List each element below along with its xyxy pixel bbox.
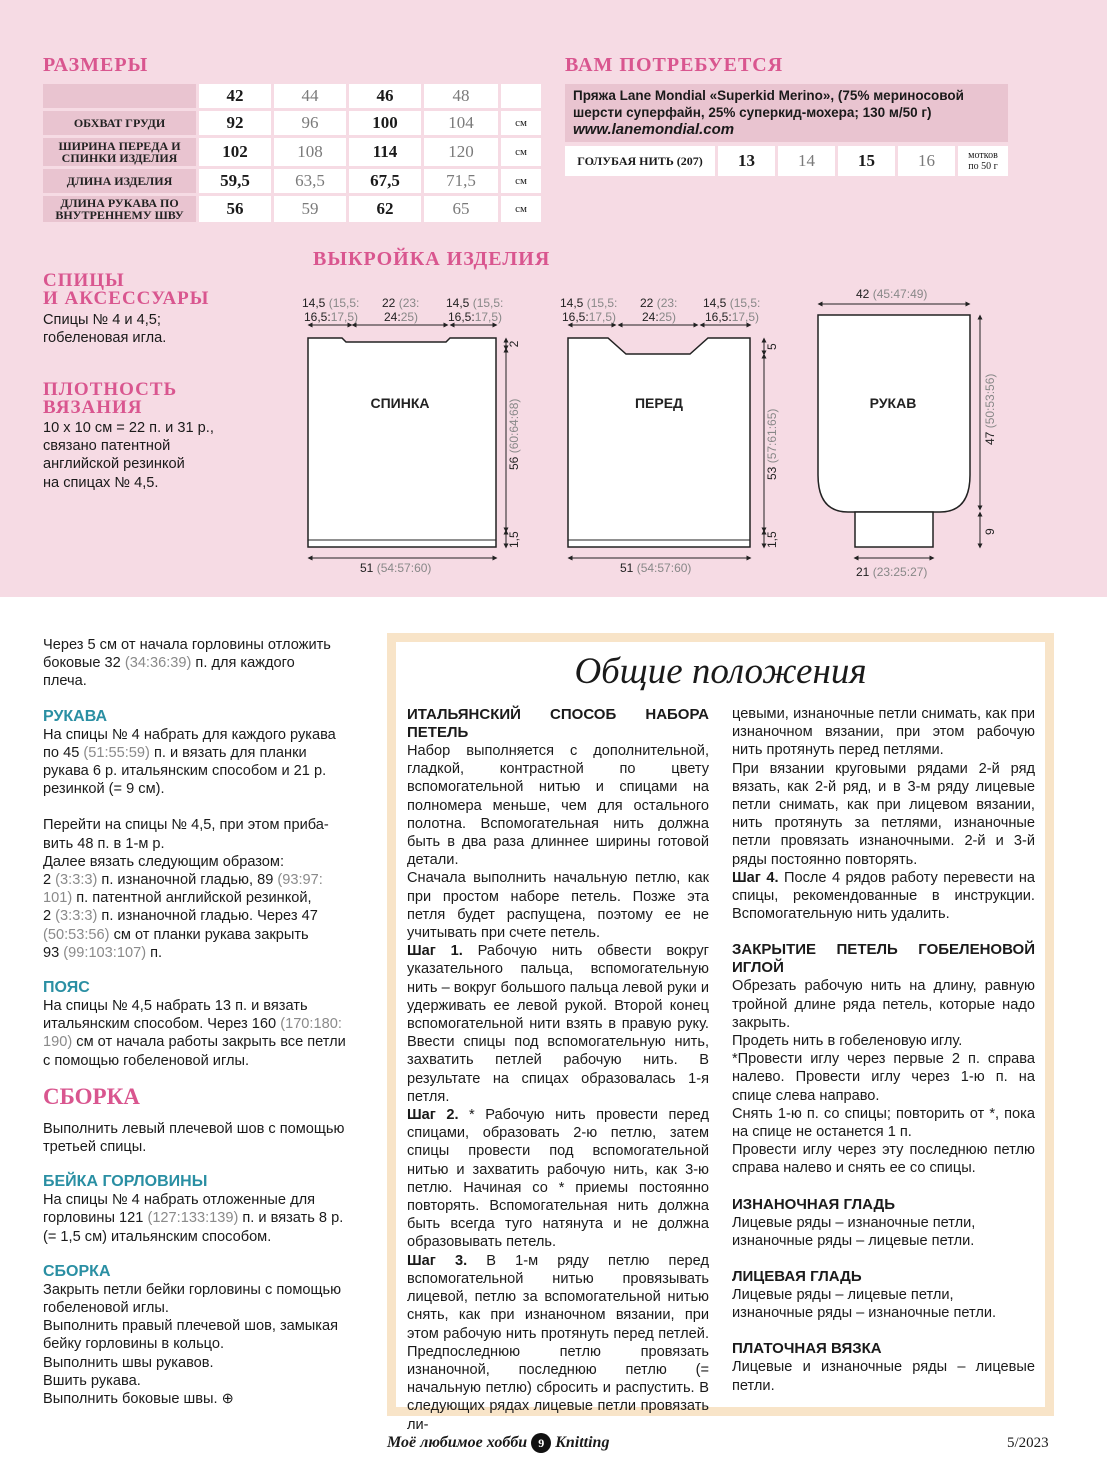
- end-mark-icon: ⊕: [221, 1391, 234, 1408]
- footer-brand: [387, 1433, 609, 1453]
- size-46: 46: [349, 84, 421, 108]
- gauge-line: связано патентной: [43, 438, 171, 455]
- dim-text: 1,5: [507, 531, 521, 548]
- para: Перейти на спицы № 4,5, при этом приба- вить 48 п. в 1-м р. Далее вязать следующим образом: 2 (3:3:3) п. изнаночной гладью, 89 (93:97: 101) п. патентной английской резинкой, 2 (3:3:3) п. изнаночной гладью. Через 47 (50:53:56) см от планки рукава закрыть 93 (99:103:107) п.: [43, 817, 329, 961]
- row-label: ДЛИНА РУКАВА ПО ВНУТРЕННЕМУ ШВУ: [43, 196, 196, 222]
- row-label: ОБХВАТ ГРУДИ: [43, 111, 196, 135]
- needles-text: [43, 311, 166, 347]
- size-44: 44: [274, 84, 346, 108]
- pattern-title: ВЫКРОЙКА ИЗДЕЛИЯ: [313, 248, 551, 270]
- para: Продеть нить в гобеленовую иглу.: [732, 1033, 963, 1050]
- box-heading: ИЗНАНОЧНАЯ ГЛАДЬ: [732, 1195, 896, 1213]
- cell: 108: [274, 138, 346, 166]
- para: Закрыть петли бейки горловины с помощью гобеленовой иглы. Выполнить правый плечевой шов, замыкая бейку горловины в кольцо. Выполнить швы рукавов. Вшить рукава. Выполнить боковые швы. ⊕: [43, 1281, 342, 1408]
- unit: см: [501, 111, 541, 135]
- dim-text: 14,5 (15,5:: [302, 296, 360, 310]
- para: Лицевые и изнаночные ряды – лицевые петли.: [732, 1359, 1035, 1394]
- para: *Провести иглу через первые 2 п. справа налево. Провести иглу через 1-ю п. на спице слева направо.: [732, 1051, 1035, 1104]
- sizes-title: РАЗМЕРЫ: [43, 54, 149, 76]
- gauge-title: [43, 381, 177, 417]
- dim-text: 42 (45:47:49): [856, 287, 928, 301]
- yarn-color-label: ГОЛУБАЯ НИТЬ (207): [565, 146, 715, 176]
- unit: см: [501, 138, 541, 166]
- dim-text: 22 (23:: [382, 296, 420, 310]
- needles-title: [43, 272, 209, 308]
- para: Выполнить левый плечевой шов с помощью третьей спицы.: [43, 1120, 345, 1156]
- yarn-url: www.lanemondial.com: [573, 121, 735, 138]
- yarn-qty: 13: [718, 146, 775, 176]
- para: Набор выполняется с дополнительной, гладкой, контрастной по цвету вспомогательной нитью и спицами на полномера меньше, чем для остального полотна. Вспомогательная нить должна быть в два раза длиннее ширины готовой детали.: [407, 743, 709, 869]
- dim-text: 16,5:17,5): [304, 310, 359, 324]
- dim-text: 24:25): [642, 310, 677, 324]
- para: Лицевые ряды – лицевые петли, изнаночные ряды – изнаночные петли.: [732, 1287, 997, 1322]
- yarn-line-1: Пряжа Lane Mondial «Superkid Merino», (75% мериносовой: [573, 88, 964, 103]
- gauge-line: 10 х 10 см = 22 п. и 31 р.,: [43, 420, 214, 436]
- section-heading: РУКАВА: [43, 707, 108, 725]
- cell: 100: [349, 111, 421, 135]
- para: Шаг 1. Рабочую нить обвести вокруг указательного пальца, вспомогательную нить – вокруг большого пальца левой руки и удерживать ее левой рукой. Второй конец вспомогательной нити взять в правую руку. Ввести спицы под вспомогательную нить, захватить петлей рабочую нить. В результате на спицах образовалась 1-я петля.: [407, 943, 709, 1105]
- cell: 104: [424, 111, 498, 135]
- dim-text: 1,5: [765, 531, 779, 548]
- sleeve-label: РУКАВ: [869, 395, 917, 411]
- para: Шаг 3. В 1-м ряду петлю перед вспомогательной нитью провязывать лицевой, петлю за вспомогательной нитью снять, как при изнаночном вязании, при этом рабочую нить протянуть перед петлей. Предпоследнюю петлю провязать изнаночной, последнюю петлю (= начальную петлю) сбросить и распустить. В следующих рядах лицевые петли провязать ли-: [407, 1252, 709, 1433]
- cell: 120: [424, 138, 498, 166]
- para: Сначала выполнить начальную петлю, как при простом наборе петель. Позже эта петля будет распущена, поэтому ее не учитывать при счете петель.: [407, 870, 709, 942]
- para: цевыми, изнаночные петли снимать, как при изнаночном вязании, при этом рабочую нить протянуть перед петлями.: [732, 706, 1035, 759]
- gauge-text: [43, 419, 214, 492]
- para: На спицы № 4 набрать для каждого рукава по 45 (51:55:59) п. и вязать для планки рукава 6 р. итальянским способом и 21 р. резинкой (= 9 см).: [43, 726, 336, 798]
- sleeve-piece: [818, 315, 970, 512]
- dim-text: 16,5:17,5): [705, 310, 760, 324]
- row-label: ШИРИНА ПЕРЕДА И СПИНКИ ИЗДЕЛИЯ: [43, 138, 196, 166]
- dim-text: 16,5:17,5): [448, 310, 503, 324]
- front-piece: [568, 338, 750, 547]
- dim-text: 22 (23:: [640, 296, 678, 310]
- para: На спицы № 4 набрать отложенные для горловины 121 (127:133:139) п. и вязать 8 р. (= 1,5 см) итальянским способом.: [43, 1192, 344, 1245]
- gauge-line: английской резинкой: [43, 456, 185, 473]
- dim-text: 56 (60:64:68): [507, 398, 521, 470]
- dim-text: 47 (50:53:56): [983, 373, 997, 445]
- dim-text: 24:25): [384, 310, 419, 324]
- dim-text: 2: [507, 340, 521, 348]
- unit: см: [501, 169, 541, 193]
- dim-text: 14,5 (15,5:: [446, 296, 504, 310]
- para: Провести иглу через эту последнюю петлю справа налево и снять ее со спицы.: [732, 1142, 1035, 1177]
- dim-text: 51 (54:57:60): [620, 561, 692, 575]
- section-heading: СБОРКА: [43, 1262, 111, 1280]
- cell: 62: [349, 196, 421, 222]
- page-number: 9: [531, 1433, 551, 1453]
- yarn-unit: [958, 146, 1008, 176]
- para: Шаг 4. После 4 рядов работу перевести на спицы, рекомендованные в инструкции. Вспомогательную нить удалить.: [732, 869, 1035, 923]
- box-heading: ЗАКРЫТИЕ ПЕТЕЛЬ ГОБЕЛЕНОВОЙ ИГЛОЙ: [732, 941, 1035, 977]
- gauge-title-line: ВЯЗАНИЯ: [43, 397, 143, 418]
- para: Лицевые ряды – изнаночные петли, изнаночные ряды – лицевые петли.: [732, 1214, 976, 1249]
- cell: 96: [274, 111, 346, 135]
- magazine-knitting: Knitting: [555, 1434, 610, 1451]
- needles-title-line: СПИЦЫ: [43, 270, 125, 291]
- back-label: СПИНКА: [370, 395, 430, 411]
- para: Обрезать рабочую нить на длину, равную тройной длине ряда петель, которые надо закрыть.: [732, 978, 1035, 1031]
- para: Через 5 см от начала горловины отложить боковые 32 (34:36:39) п. для каждого плеча.: [43, 637, 331, 690]
- cell: 67,5: [349, 169, 421, 193]
- cuff-piece: [855, 512, 933, 547]
- needles-line: Спицы № 4 и 4,5;: [43, 312, 161, 328]
- gauge-title-line: ПЛОТНОСТЬ: [43, 379, 178, 400]
- unit-line: по 50 г: [968, 161, 998, 172]
- dim-text: 53 (57:61:65): [765, 408, 779, 480]
- dim-text: 51 (54:57:60): [360, 561, 432, 575]
- unit: см: [501, 196, 541, 222]
- box-heading: ИТАЛЬЯНСКИЙ СПОСОБ НАБОРА ПЕТЕЛЬ: [407, 706, 709, 741]
- cell: 59: [274, 196, 346, 222]
- section-heading: ПОЯС: [43, 979, 90, 997]
- back-piece: [308, 338, 496, 547]
- pattern-diagram: [290, 280, 1030, 585]
- materials-title: ВАМ ПОТРЕБУЕТСЯ: [565, 54, 784, 76]
- dim-text: 5: [765, 343, 779, 350]
- cell: 65: [424, 196, 498, 222]
- cell: 102: [199, 138, 271, 166]
- yarn-qty: 14: [778, 146, 835, 176]
- cell: 59,5: [199, 169, 271, 193]
- para: На спицы № 4,5 набрать 13 п. и вязать итальянским способом. Через 160 (170:180: 190) см от начала работы закрыть все петли с помощью гобеленовой иглы.: [43, 998, 346, 1069]
- unit-line: мотков: [968, 150, 998, 161]
- yarn-qty: 15: [838, 146, 895, 176]
- instructions-column: [43, 636, 373, 1408]
- dim-text: 21 (23:25:27): [856, 565, 928, 579]
- cell: 63,5: [274, 169, 346, 193]
- cell: 114: [349, 138, 421, 166]
- row-label: ДЛИНА ИЗДЕЛИЯ: [43, 169, 196, 193]
- para: Снять 1-ю п. со спицы; повторить от *, пока на спице не останется 1 п.: [732, 1105, 1035, 1141]
- section-heading: БЕЙКА ГОРЛОВИНЫ: [43, 1173, 208, 1191]
- needles-title-line: И АКСЕССУАРЫ: [43, 288, 210, 309]
- para: При вязании круговыми рядами 2-й ряд вязать, как 2-й ряд, и в 3-м ряду лицевые петли снимать, как при лицевом вязании, нить протянуть за петлями, изнаночные петли провязать изнаночными. 2-й и 3-й ряды постоянно повторять.: [732, 760, 1035, 868]
- magazine-name: Моё любимое хобби: [387, 1434, 528, 1451]
- size-48: 48: [424, 84, 498, 108]
- size-42: 42: [199, 84, 271, 108]
- para: Шаг 2. * Рабочую нить провести перед спицами, образовать 2-ю петлю, затем спицы провести под вспомогательной нитью и захватить рабочую нить, как 3-ю петлю. Начиная со * приемы постоянно повторять. Вспомогательная нить должна быть всегда туго натянута и не должна образовывать петель.: [407, 1107, 709, 1251]
- section-heading-large: СБОРКА: [43, 1083, 140, 1109]
- box-title: Общие положения: [574, 651, 867, 692]
- issue-number: 5/2023: [1007, 1435, 1049, 1451]
- cell: 92: [199, 111, 271, 135]
- dim-text: 14,5 (15,5:: [560, 296, 618, 310]
- cell: 71,5: [424, 169, 498, 193]
- box-column-left: [407, 706, 709, 1434]
- cell: 56: [199, 196, 271, 222]
- dim-text: 14,5 (15,5:: [703, 296, 761, 310]
- box-heading: ЛИЦЕВАЯ ГЛАДЬ: [732, 1268, 862, 1286]
- yarn-line-2: шерсти суперфайн, 25% суперкид-мохера; 130 м/50 г): [573, 105, 932, 120]
- dim-text: 9: [983, 528, 997, 535]
- needles-line: гобеленовая игла.: [43, 330, 167, 347]
- box-heading: ПЛАТОЧНАЯ ВЯЗКА: [732, 1340, 882, 1358]
- front-label: ПЕРЕД: [634, 395, 684, 411]
- box-column-right: [732, 705, 1035, 1395]
- yarn-qty: 16: [898, 146, 955, 176]
- gauge-line: на спицах № 4,5.: [43, 474, 159, 491]
- yarn-box: [565, 84, 1008, 142]
- dim-text: 16,5:17,5): [562, 310, 617, 324]
